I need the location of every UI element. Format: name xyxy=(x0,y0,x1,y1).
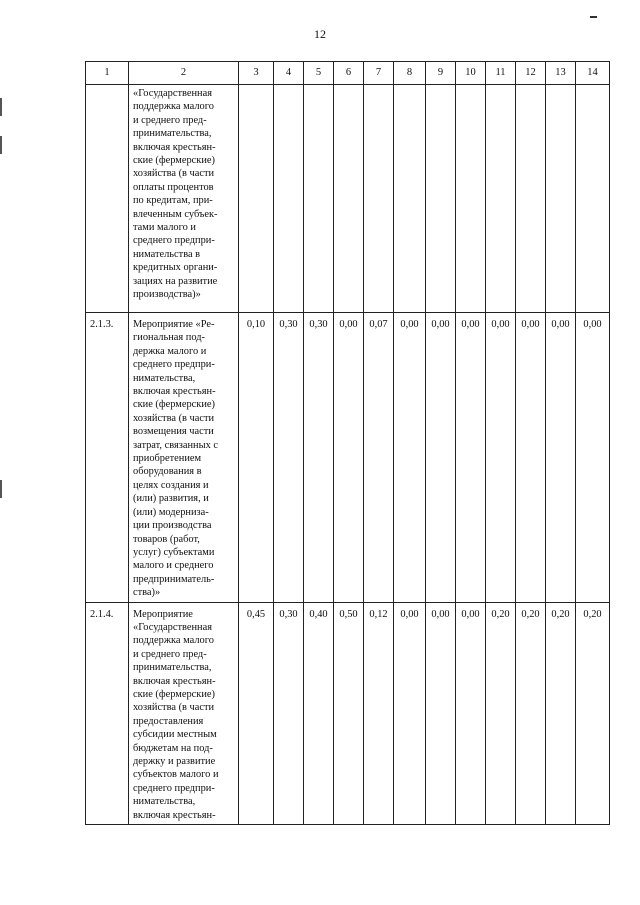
row-description xyxy=(129,85,239,313)
description-line: хозяйства (в части xyxy=(133,412,215,424)
description-line: тами малого и xyxy=(133,222,196,234)
row-number xyxy=(86,85,129,313)
data-table xyxy=(85,61,610,825)
table-header-row xyxy=(86,62,610,85)
value-cell: 0,07 xyxy=(364,313,394,603)
description-line: ские (фермерские) xyxy=(133,688,215,700)
value-cell: 0,00 xyxy=(576,313,610,603)
description-line: включая крестьян- xyxy=(133,809,216,821)
description-line: затрат, связанных с xyxy=(133,439,218,451)
value-cell: 0,30 xyxy=(274,313,304,603)
column-header: 1 xyxy=(86,62,129,85)
value-cell: 0,00 xyxy=(426,602,456,825)
value-cell: 0,20 xyxy=(516,602,546,825)
description-line: (или) развития, и xyxy=(133,493,209,505)
description-line: и среднего пред- xyxy=(133,648,207,660)
value-cell: 0,00 xyxy=(516,313,546,603)
column-header: 5 xyxy=(304,62,334,85)
description-line: принимательства, xyxy=(133,128,212,140)
description-line: среднего предпри- xyxy=(133,359,215,371)
description-line: кредитных органи- xyxy=(133,262,218,274)
description-line: хозяйства (в части xyxy=(133,168,215,180)
column-header: 11 xyxy=(486,62,516,85)
description-line: субъектов малого и xyxy=(133,769,219,781)
row-description xyxy=(129,602,239,825)
description-line: (или) модерниза- xyxy=(133,506,209,518)
column-header: 14 xyxy=(576,62,610,85)
value-cell: 0,40 xyxy=(304,602,334,825)
column-header: 7 xyxy=(364,62,394,85)
value-cell: 0,00 xyxy=(426,313,456,603)
column-header: 6 xyxy=(334,62,364,85)
description-line: влеченным субъек- xyxy=(133,208,218,220)
scan-mark xyxy=(590,16,597,18)
value-cell: 0,00 xyxy=(546,313,576,603)
value-cell xyxy=(486,85,516,313)
description-line: Мероприятие xyxy=(133,608,193,620)
table-row xyxy=(86,313,610,603)
description-line: предприниматель- xyxy=(133,573,215,585)
scan-mark xyxy=(0,98,2,116)
value-cell: 0,00 xyxy=(486,313,516,603)
value-cell xyxy=(274,85,304,313)
description-line: приобретением xyxy=(133,453,202,465)
value-cell: 0,20 xyxy=(576,602,610,825)
description-line: поддержка малого xyxy=(133,101,214,113)
description-line: включая крестьян- xyxy=(133,386,216,398)
value-cell: 0,30 xyxy=(274,602,304,825)
value-cell: 0,00 xyxy=(334,313,364,603)
value-cell xyxy=(456,85,486,313)
description-line: ские (фермерские) xyxy=(133,155,215,167)
description-line: целях создания и xyxy=(133,479,209,491)
description-line: среднего предпри- xyxy=(133,235,215,247)
description-line: нимательства, xyxy=(133,796,196,808)
description-line: включая крестьян- xyxy=(133,141,216,153)
description-line: товаров (работ, xyxy=(133,533,200,545)
value-cell: 0,00 xyxy=(456,313,486,603)
value-cell: 0,12 xyxy=(364,602,394,825)
description-line: оборудования в xyxy=(133,466,202,478)
description-line: нимательства в xyxy=(133,248,201,260)
value-cell: 0,45 xyxy=(239,602,274,825)
row-description xyxy=(129,313,239,603)
description-line: «Государственная xyxy=(133,621,212,633)
value-cell: 0,50 xyxy=(334,602,364,825)
column-header: 4 xyxy=(274,62,304,85)
description-line: ские (фермерские) xyxy=(133,399,215,411)
page-number: 12 xyxy=(314,27,326,41)
value-cell: 0,30 xyxy=(304,313,334,603)
column-header: 13 xyxy=(546,62,576,85)
value-cell xyxy=(304,85,334,313)
description-line: принимательства, xyxy=(133,662,212,674)
value-cell xyxy=(516,85,546,313)
description-line: зациях на развитие xyxy=(133,275,218,287)
value-cell xyxy=(394,85,426,313)
value-cell xyxy=(546,85,576,313)
description-line: производства)» xyxy=(133,289,201,301)
column-header: 8 xyxy=(394,62,426,85)
value-cell xyxy=(426,85,456,313)
description-line: хозяйства (в части xyxy=(133,702,215,714)
description-line: «Государственная xyxy=(133,88,212,99)
description-line: малого и среднего xyxy=(133,560,214,572)
description-line: бюджетам на под- xyxy=(133,742,213,754)
description-line: держку и развитие xyxy=(133,756,216,767)
value-cell: 0,20 xyxy=(546,602,576,825)
value-cell: 0,00 xyxy=(456,602,486,825)
description-line: и среднего пред- xyxy=(133,114,207,126)
table-row xyxy=(86,602,610,825)
value-cell: 0,10 xyxy=(239,313,274,603)
value-cell xyxy=(364,85,394,313)
description-line: Мероприятие «Ре- xyxy=(133,319,215,330)
value-cell: 0,20 xyxy=(486,602,516,825)
description-line: включая крестьян- xyxy=(133,675,216,687)
description-line: предоставления xyxy=(133,715,204,727)
description-line: нимательства, xyxy=(133,372,196,384)
column-header: 3 xyxy=(239,62,274,85)
description-line: поддержка малого xyxy=(133,635,214,647)
value-cell: 0,00 xyxy=(394,313,426,603)
scan-mark xyxy=(0,480,2,498)
row-number: 2.1.4. xyxy=(86,602,129,825)
column-header: 12 xyxy=(516,62,546,85)
row-number: 2.1.3. xyxy=(86,313,129,603)
value-cell xyxy=(334,85,364,313)
description-line: оплаты процентов xyxy=(133,181,214,193)
description-line: возмещения части xyxy=(133,426,214,438)
description-line: субсидии местным xyxy=(133,729,217,741)
description-line: среднего предпри- xyxy=(133,782,215,794)
scan-mark xyxy=(0,136,2,154)
description-line: ства)» xyxy=(133,587,161,599)
value-cell xyxy=(239,85,274,313)
description-line: держка малого и xyxy=(133,345,207,357)
column-header: 10 xyxy=(456,62,486,85)
description-line: гиональная под- xyxy=(133,332,205,344)
description-line: по кредитам, при- xyxy=(133,195,213,207)
column-header: 2 xyxy=(129,62,239,85)
column-header: 9 xyxy=(426,62,456,85)
description-line: услуг) субъектами xyxy=(133,546,215,558)
table-row xyxy=(86,85,610,313)
value-cell xyxy=(576,85,610,313)
value-cell: 0,00 xyxy=(394,602,426,825)
description-line: ции производства xyxy=(133,520,212,532)
